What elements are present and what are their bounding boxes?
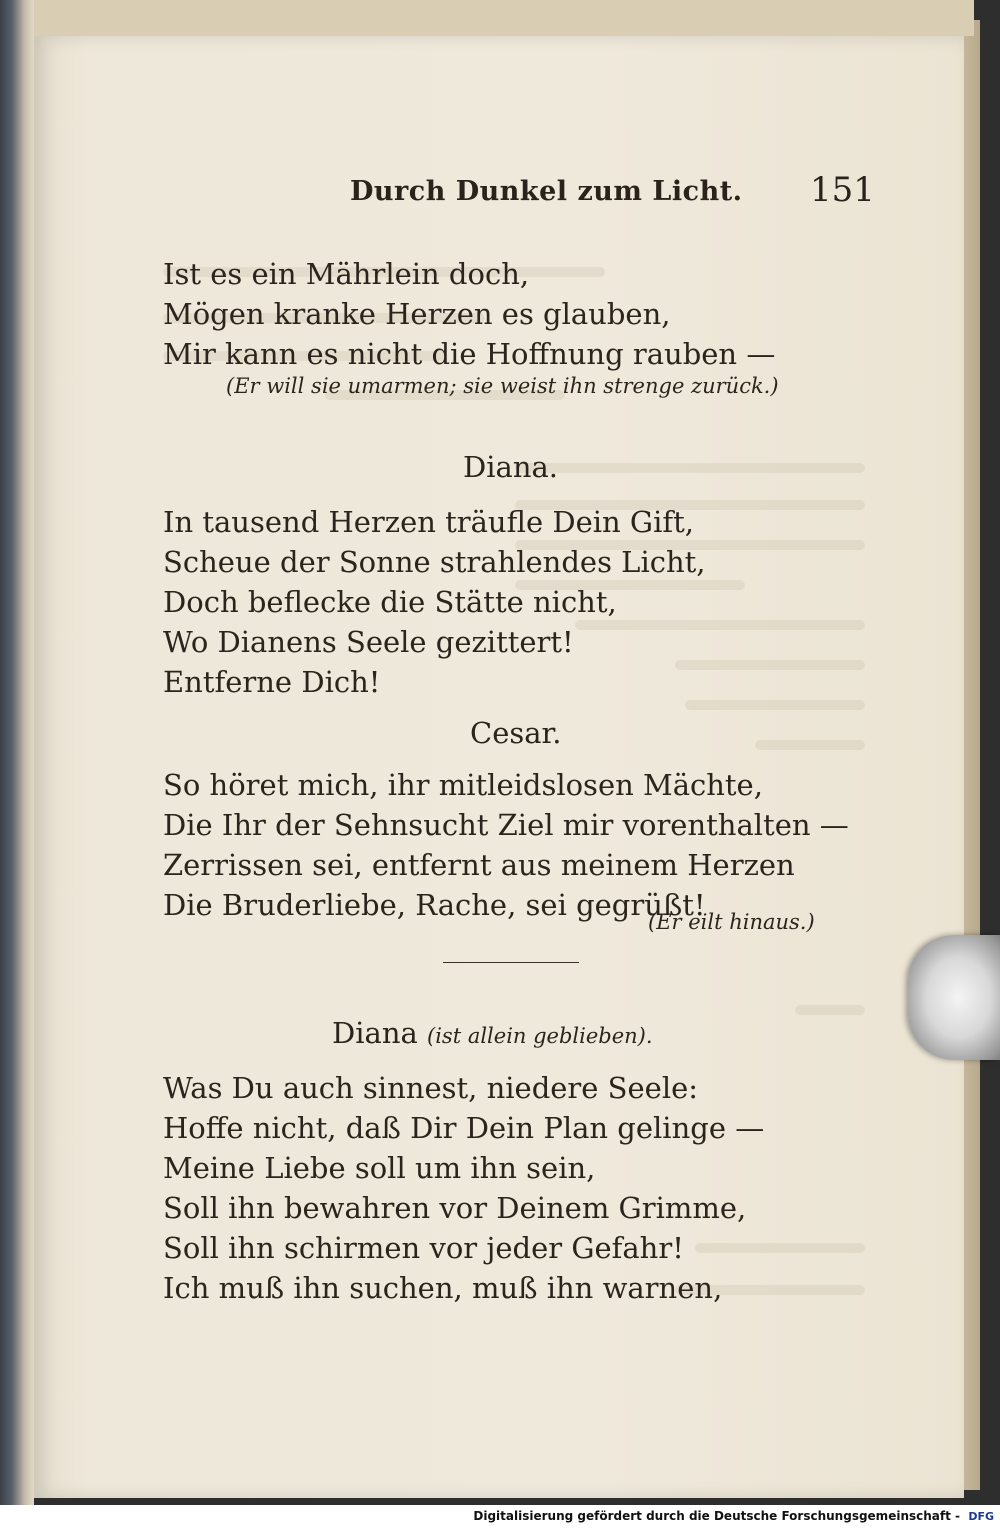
verse-line: So höret mich, ihr mitleidslosen Mächte, bbox=[163, 768, 763, 802]
verse-line: Die Bruderliebe, Rache, sei gegrüßt! bbox=[163, 888, 706, 922]
speaker-name bbox=[332, 1016, 653, 1050]
verse-line: Meine Liebe soll um ihn sein, bbox=[163, 1151, 596, 1185]
page-clip bbox=[908, 935, 1000, 1060]
verse-line: Ist es ein Mährlein doch, bbox=[163, 257, 530, 291]
verse-line: Mögen kranke Herzen es glauben, bbox=[163, 297, 671, 331]
dfg-logo-icon: DFG bbox=[968, 1510, 994, 1523]
speaker-name: Cesar. bbox=[470, 716, 562, 750]
verse-line: Doch beflecke die Stätte nicht, bbox=[163, 585, 617, 619]
stage-direction: (Er eilt hinaus.) bbox=[648, 910, 815, 934]
verse-block-1 bbox=[163, 254, 883, 374]
verse-block-3 bbox=[163, 765, 883, 925]
footer-credit: Digitalisierung gefördert durch die Deutsche Forschungsgemeinschaft - bbox=[473, 1509, 960, 1523]
stage-direction: (Er will sie umarmen; sie weist ihn strenge zurück.) bbox=[226, 374, 779, 398]
verse-line: Scheue der Sonne strahlendes Licht, bbox=[163, 545, 706, 579]
verse-line: Wo Dianens Seele gezittert! bbox=[163, 625, 574, 659]
verse-line: Hoffe nicht, daß Dir Dein Plan gelinge — bbox=[163, 1111, 765, 1145]
verse-block-4 bbox=[163, 1068, 883, 1308]
book-spine bbox=[0, 0, 34, 1505]
verse-line: Soll ihn schirmen vor jeder Gefahr! bbox=[163, 1231, 684, 1265]
verse-line: Ich muß ihn suchen, muß ihn warnen, bbox=[163, 1271, 723, 1305]
running-head: Durch Dunkel zum Licht. bbox=[350, 176, 743, 207]
verse-line: Die Ihr der Sehnsucht Ziel mir vorenthalten — bbox=[163, 808, 849, 842]
verse-block-2 bbox=[163, 502, 883, 702]
page-number: 151 bbox=[810, 170, 875, 210]
verse-line: Entferne Dich! bbox=[163, 665, 381, 699]
speaker-note: (ist allein geblieben). bbox=[427, 1024, 653, 1048]
verse-line: In tausend Herzen träufle Dein Gift, bbox=[163, 505, 694, 539]
verse-line: Mir kann es nicht die Hoffnung rauben — bbox=[163, 337, 776, 371]
verse-line: Was Du auch sinnest, niedere Seele: bbox=[163, 1071, 699, 1105]
footer-bar bbox=[0, 1505, 1000, 1529]
speaker-label: Diana bbox=[332, 1016, 418, 1050]
speaker-name: Diana. bbox=[463, 450, 559, 484]
section-divider bbox=[443, 962, 579, 963]
page-top-edge bbox=[34, 0, 974, 36]
verse-line: Soll ihn bewahren vor Deinem Grimme, bbox=[163, 1191, 747, 1225]
verse-line: Zerrissen sei, entfernt aus meinem Herzen bbox=[163, 848, 795, 882]
